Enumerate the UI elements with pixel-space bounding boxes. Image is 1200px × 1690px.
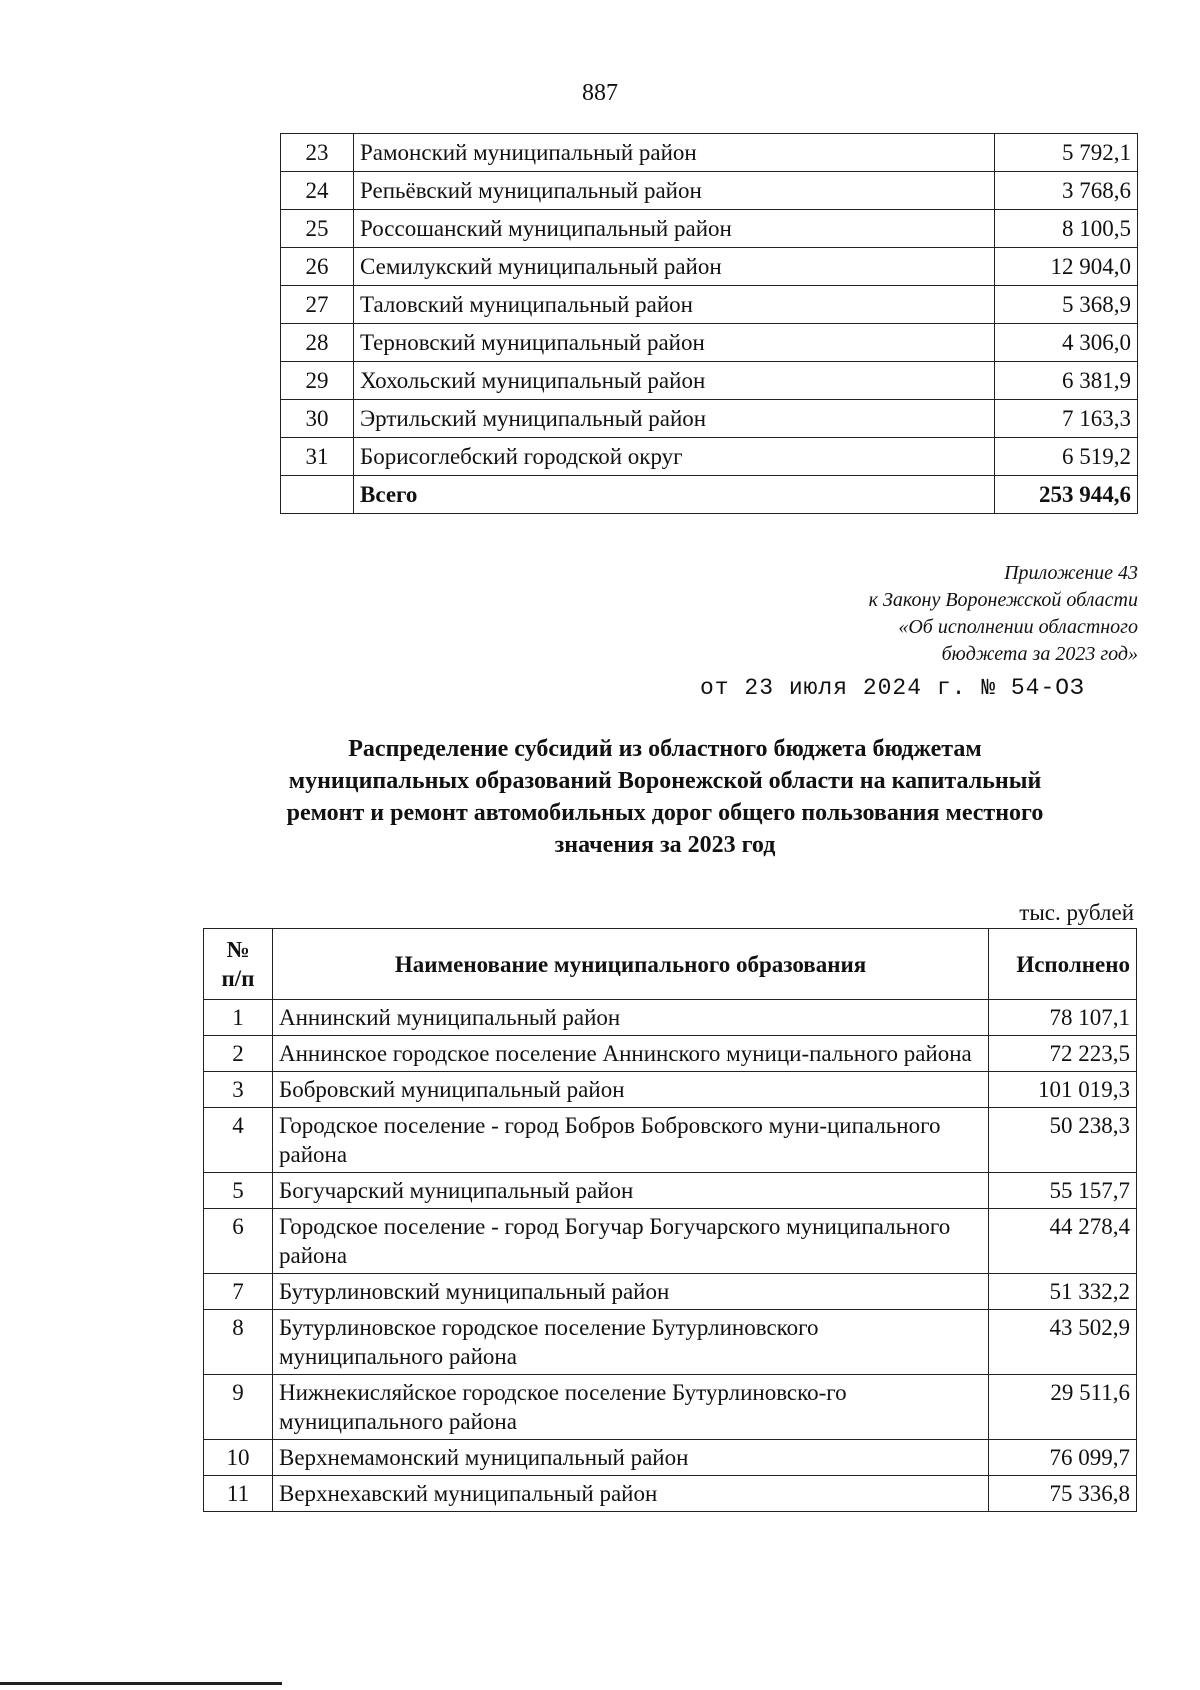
total-value: 253 944,6 — [995, 476, 1138, 514]
row-value: 78 107,1 — [989, 1000, 1137, 1036]
row-name: Россошанский муниципальный район — [354, 210, 995, 248]
row-number: 26 — [281, 248, 354, 286]
header-name: Наименование муниципального образования — [273, 929, 989, 1000]
total-row — [281, 476, 1138, 514]
row-number: 4 — [204, 1108, 273, 1173]
row-number: 8 — [204, 1310, 273, 1375]
table-row — [281, 400, 1138, 438]
continued-table — [280, 133, 1138, 514]
table-row — [204, 1072, 1137, 1108]
row-value: 5 792,1 — [995, 134, 1138, 172]
row-value: 6 381,9 — [995, 362, 1138, 400]
decree-stamp: от 23 июля 2024 г. № 54-ОЗ — [700, 675, 1085, 701]
title-line: ремонт и ремонт автомобильных дорог общего пользования местного — [286, 800, 1044, 826]
footer-divider — [0, 1682, 282, 1685]
row-value: 8 100,5 — [995, 210, 1138, 248]
table-row — [204, 1000, 1137, 1036]
table-row — [204, 1108, 1137, 1173]
row-name: Семилукский муниципальный район — [354, 248, 995, 286]
row-name: Верхнемамонский муниципальный район — [273, 1440, 989, 1476]
appendix-note — [869, 560, 1138, 668]
header-number — [204, 929, 273, 1000]
row-number: 1 — [204, 1000, 273, 1036]
row-number: 7 — [204, 1274, 273, 1310]
table-row — [204, 1310, 1137, 1375]
row-number: 9 — [204, 1375, 273, 1440]
row-number: 23 — [281, 134, 354, 172]
row-name: Репьёвский муниципальный район — [354, 172, 995, 210]
row-number: 2 — [204, 1036, 273, 1072]
table-row — [281, 362, 1138, 400]
table-row — [204, 1036, 1137, 1072]
appendix-line: «Об исполнении областного — [898, 616, 1138, 638]
document-title — [215, 733, 1115, 861]
row-name: Нижнекисляйское городское поселение Бутурлиновско-го муниципального района — [273, 1375, 989, 1440]
table-row — [281, 210, 1138, 248]
table-row — [281, 438, 1138, 476]
row-number: 31 — [281, 438, 354, 476]
row-number: 27 — [281, 286, 354, 324]
row-value: 6 519,2 — [995, 438, 1138, 476]
subsidy-table — [203, 928, 1137, 1512]
row-value: 44 278,4 — [989, 1209, 1137, 1274]
row-number: 6 — [204, 1209, 273, 1274]
row-name: Верхнехавский муниципальный район — [273, 1476, 989, 1512]
row-value: 75 336,8 — [989, 1476, 1137, 1512]
row-value: 50 238,3 — [989, 1108, 1137, 1173]
title-line: Распределение субсидий из областного бюджета бюджетам — [348, 736, 982, 762]
header-number-line: № — [226, 937, 250, 962]
row-number: 28 — [281, 324, 354, 362]
row-value: 55 157,7 — [989, 1173, 1137, 1209]
row-name: Аннинское городское поселение Аннинского муници-пального района — [273, 1036, 989, 1072]
table-row — [204, 1476, 1137, 1512]
total-number-cell — [281, 476, 354, 514]
row-number: 29 — [281, 362, 354, 400]
row-name: Богучарский муниципальный район — [273, 1173, 989, 1209]
table-row — [281, 286, 1138, 324]
table-row — [204, 1375, 1137, 1440]
row-value: 72 223,5 — [989, 1036, 1137, 1072]
row-number: 11 — [204, 1476, 273, 1512]
row-name: Бутурлиновское городское поселение Бутурлиновского муниципального района — [273, 1310, 989, 1375]
row-name: Таловский муниципальный район — [354, 286, 995, 324]
row-name: Борисоглебский городской округ — [354, 438, 995, 476]
page-number: 887 — [582, 80, 618, 106]
table-row — [204, 1209, 1137, 1274]
appendix-line: Приложение 43 — [1004, 562, 1138, 584]
table-row — [281, 248, 1138, 286]
appendix-line: к Закону Воронежской области — [868, 589, 1138, 611]
row-value: 76 099,7 — [989, 1440, 1137, 1476]
appendix-line: бюджета за 2023 год» — [941, 643, 1138, 665]
table-row — [281, 172, 1138, 210]
table-row — [281, 134, 1138, 172]
table-header-row — [204, 929, 1137, 1000]
row-name: Эртильский муниципальный район — [354, 400, 995, 438]
row-value: 29 511,6 — [989, 1375, 1137, 1440]
row-number: 24 — [281, 172, 354, 210]
table-row — [281, 324, 1138, 362]
title-line: муниципальных образований Воронежской области на капитальный — [288, 768, 1042, 794]
row-value: 43 502,9 — [989, 1310, 1137, 1375]
row-number: 30 — [281, 400, 354, 438]
total-label: Всего — [354, 476, 995, 514]
row-name: Хохольский муниципальный район — [354, 362, 995, 400]
row-number: 3 — [204, 1072, 273, 1108]
row-value: 5 368,9 — [995, 286, 1138, 324]
row-name: Терновский муниципальный район — [354, 324, 995, 362]
row-number: 25 — [281, 210, 354, 248]
title-line: значения за 2023 год — [554, 832, 776, 858]
row-number: 5 — [204, 1173, 273, 1209]
row-name: Городское поселение - город Бобров Бобровского муни-ципального района — [273, 1108, 989, 1173]
row-value: 7 163,3 — [995, 400, 1138, 438]
row-value: 12 904,0 — [995, 248, 1138, 286]
row-value: 3 768,6 — [995, 172, 1138, 210]
table-row — [204, 1440, 1137, 1476]
row-number: 10 — [204, 1440, 273, 1476]
row-value: 51 332,2 — [989, 1274, 1137, 1310]
header-value: Исполнено — [989, 929, 1137, 1000]
row-name: Бобровский муниципальный район — [273, 1072, 989, 1108]
table-row — [204, 1173, 1137, 1209]
row-value: 101 019,3 — [989, 1072, 1137, 1108]
units-label: тыс. рублей — [1019, 900, 1134, 925]
row-name: Аннинский муниципальный район — [273, 1000, 989, 1036]
table-row — [204, 1274, 1137, 1310]
row-name: Рамонский муниципальный район — [354, 134, 995, 172]
row-value: 4 306,0 — [995, 324, 1138, 362]
header-number-line: п/п — [221, 966, 255, 991]
row-name: Бутурлиновский муниципальный район — [273, 1274, 989, 1310]
row-name: Городское поселение - город Богучар Богучарского муниципального района — [273, 1209, 989, 1274]
